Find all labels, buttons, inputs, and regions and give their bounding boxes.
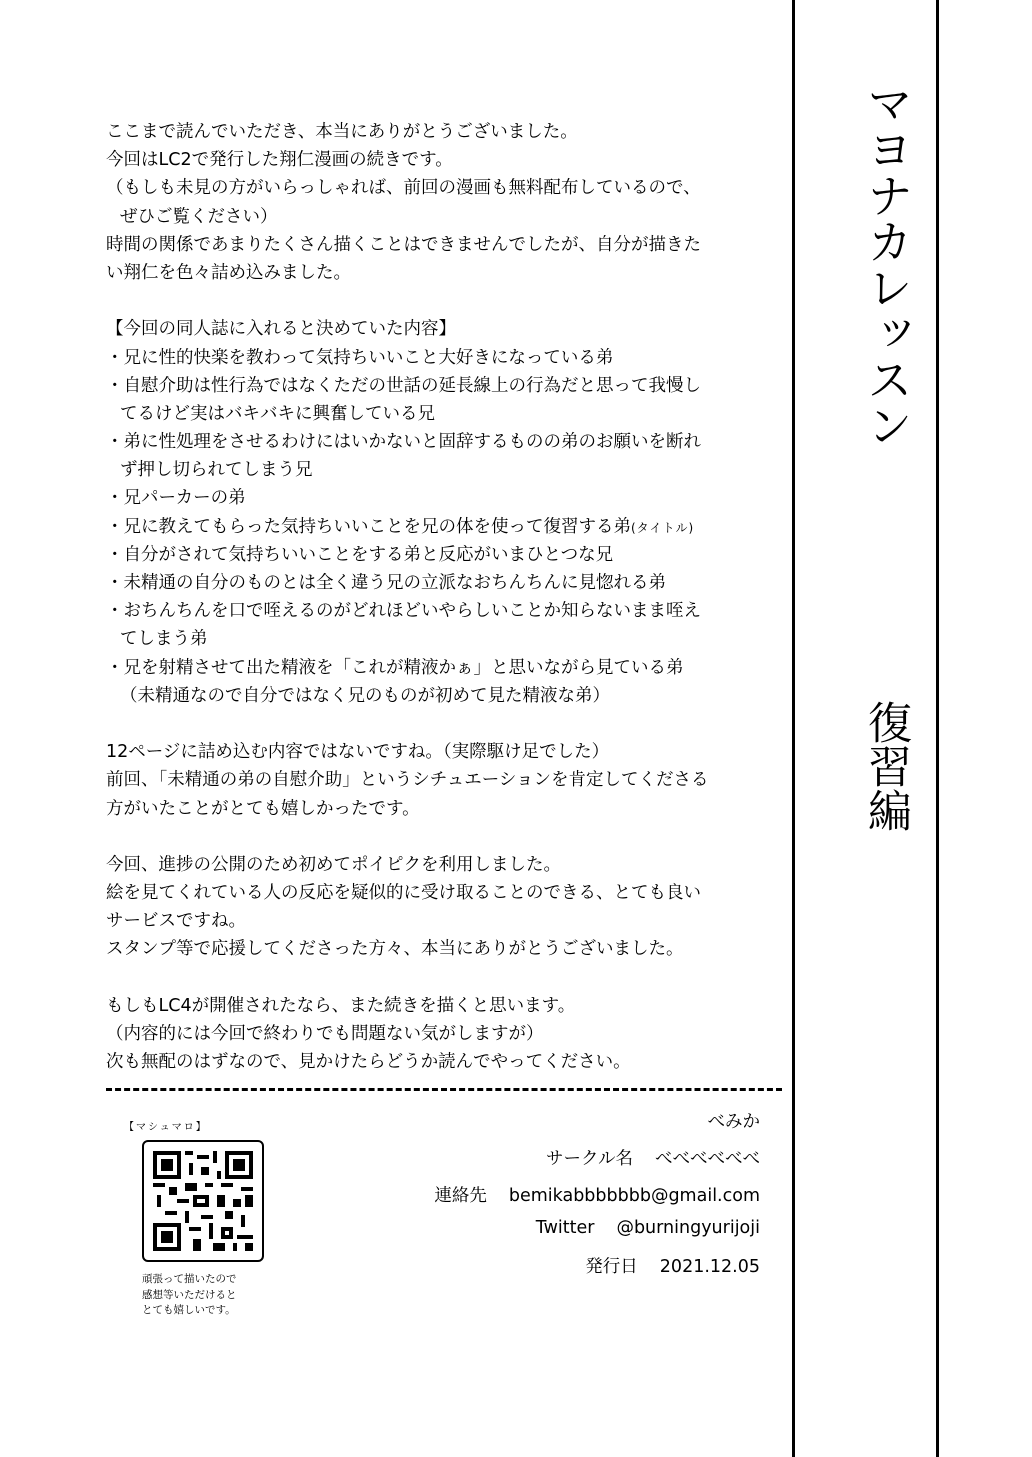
list-heading: 【今回の同人誌に入れると決めていた内容】 xyxy=(106,319,456,340)
circle-label: サークル名 xyxy=(546,1149,633,1169)
list-item-cont: てるけど実はバキバキに興奮している兄 xyxy=(120,403,435,424)
list-item: ・未精通の自分のものとは全く違う兄の立派なおちんちんに見惚れる弟 xyxy=(106,573,666,593)
twitter-handle[interactable]: @burningyurijoji xyxy=(616,1218,760,1238)
list-item-cont: ず押し切られてしまう兄 xyxy=(120,460,313,481)
text-line: （もしも未見の方がいらっしゃれば、前回の漫画も無料配布しているので、 xyxy=(106,178,701,199)
contact-row xyxy=(434,1182,760,1207)
list-item-cont: てしまう弟 xyxy=(120,629,208,650)
text-line: 前回、「未精通の弟の自慰介助」というシチュエーションを肯定してくださる xyxy=(106,770,709,791)
mashimaro-label: 【マシュマロ】 xyxy=(124,1122,208,1133)
text-line: ぜひご覧ください） xyxy=(120,206,278,227)
twitter-label: Twitter xyxy=(535,1218,595,1238)
list-item: ・自慰介助は性行為ではなくただの世話の延長線上の行為だと思って我慢し xyxy=(106,375,701,396)
text-line: （内容的には今回で終わりでも問題ない気がしますが） xyxy=(106,1024,544,1044)
qr-code-icon xyxy=(153,1151,253,1251)
afterword-text xyxy=(106,118,786,1076)
list-item: ・おちんちんを口で咥えるのがどれほどいやらしいことか知らないまま咥え xyxy=(106,601,701,622)
list-item: ・兄パーカーの弟 xyxy=(106,488,246,509)
text-line: もしもLC4が開催されたなら、また続きを描くと思います。 xyxy=(106,995,576,1016)
text-line: 絵を見てくれている人の反応を疑似的に受け取ることのできる、とても良い xyxy=(106,883,701,904)
published-label: 発行日 xyxy=(585,1257,638,1277)
published-date: 2021.12.05 xyxy=(659,1257,760,1277)
text-line: 12ページに詰め込む内容ではないですね。（実際駆け足でした） xyxy=(106,742,610,763)
vertical-title: マヨナカレッスン xyxy=(860,80,914,448)
contact-label: 連絡先 xyxy=(434,1186,487,1206)
list-item: ・弟に性処理をさせるわけにはいかないと固辞するものの弟のお願いを断れ xyxy=(106,432,701,453)
spine-border-left xyxy=(792,0,795,1457)
text-line: 次も無配のはずなので、見かけたらどうか読んでやってください。 xyxy=(106,1052,631,1073)
contact-email[interactable]: bemikabbbbbbb@gmail.com xyxy=(508,1186,760,1206)
text-line: ここまで読んでいただき、本当にありがとうございました。 xyxy=(106,122,578,142)
vertical-subtitle: 復習編 xyxy=(860,700,911,832)
circle-value: べべべべべべ xyxy=(655,1149,760,1169)
text-line: 時間の関係であまりたくさん描くことはできませんでしたが、自分が描きた xyxy=(106,234,701,255)
text-line: スタンプ等で応援してくださった方々、本当にありがとうございました。 xyxy=(106,939,684,960)
text-line: 今回、進捗の公開のため初めてポイピクを利用しました。 xyxy=(106,854,561,875)
spine-border-right xyxy=(936,0,939,1457)
published-row xyxy=(585,1253,760,1278)
list-item: ・兄に教えてもらった気持ちいいことを兄の体を使って復習する弟(タイトル) xyxy=(106,516,695,537)
author-name: べみか xyxy=(707,1112,760,1132)
title-note: (タイトル) xyxy=(631,520,695,535)
text-line: 今回はLC2で発行した翔仁漫画の続きです。 xyxy=(106,150,453,171)
circle-name-row xyxy=(546,1145,760,1170)
list-item: ・兄を射精させて出た精液を「これが精液かぁ」と思いながら見ている弟 xyxy=(106,657,684,678)
qr-code[interactable] xyxy=(142,1140,264,1262)
qr-note: 頑張って描いたので 感想等いただけると とても嬉しいです。 xyxy=(142,1273,237,1316)
dashed-divider xyxy=(106,1088,782,1091)
text-line: 方がいたことがとても嬉しかったです。 xyxy=(106,798,420,819)
text-line: い翔仁を色々詰め込みました。 xyxy=(106,262,351,283)
twitter-row xyxy=(536,1218,760,1238)
text-line: サービスですね。 xyxy=(106,911,246,932)
list-item-cont: （未精通なので自分ではなく兄のものが初めて見た精液な弟） xyxy=(120,685,610,706)
list-item: ・自分がされて気持ちいいことをする弟と反応がいまひとつな兄 xyxy=(106,544,614,565)
list-item: ・兄に性的快楽を教わって気持ちいいこと大好きになっている弟 xyxy=(106,347,614,368)
